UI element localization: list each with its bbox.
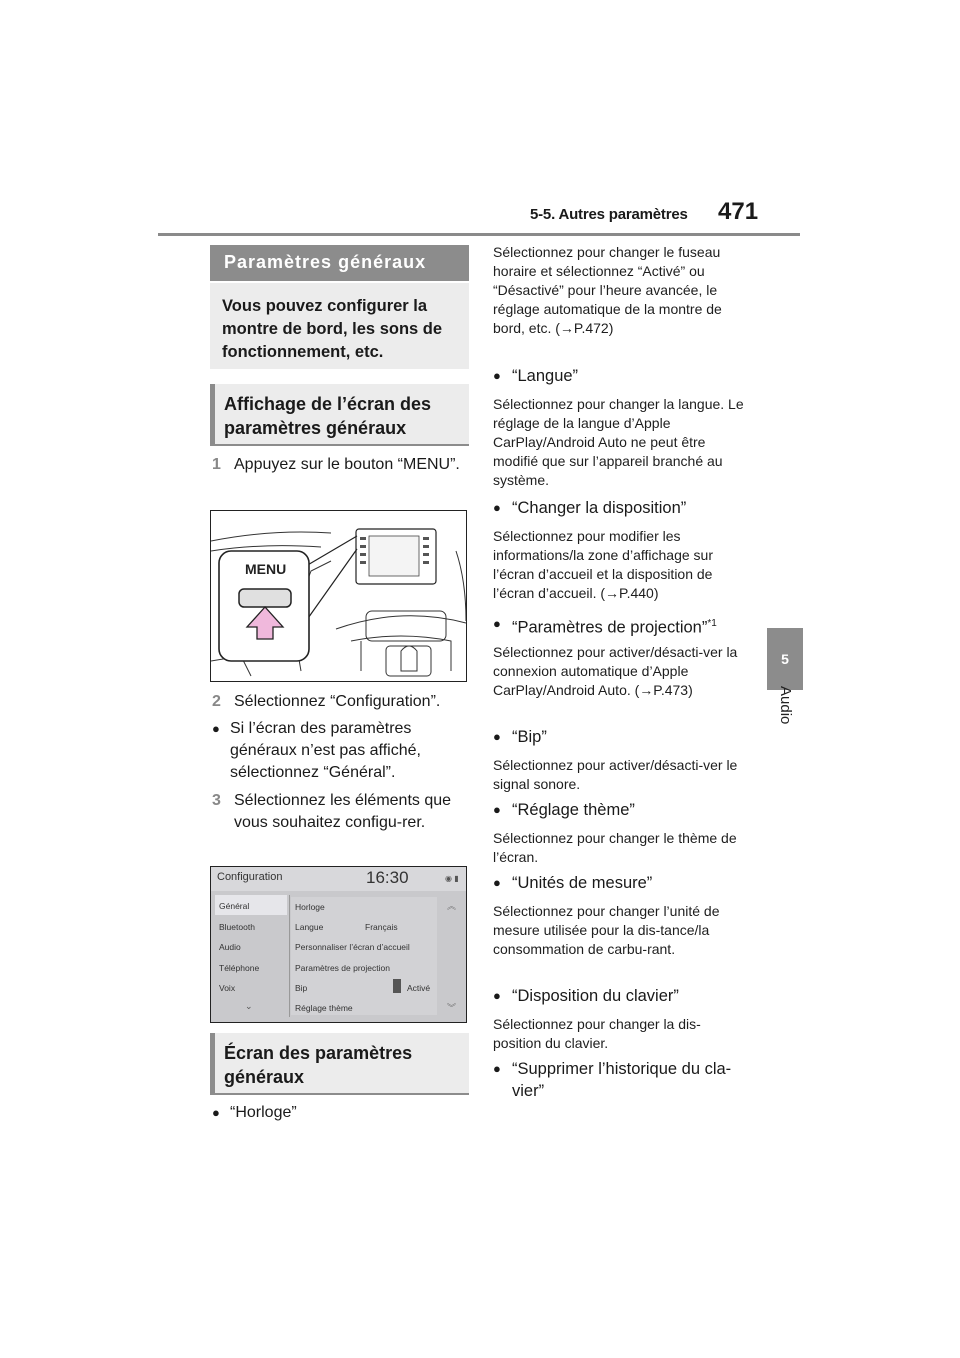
item-langue	[493, 365, 753, 387]
item-projection	[493, 613, 753, 635]
bullet-text: “Horloge”	[230, 1104, 297, 1121]
item-horloge	[212, 1102, 474, 1124]
step-text: Appuyez sur le bouton “MENU”.	[234, 456, 460, 473]
desc-theme: Sélectionnez pour changer le thème de l’écran.	[493, 830, 737, 865]
desc-horloge: Sélectionnez pour changer le fuseau horaire et sélectionnez “Activé” ou “Désactivé” pour l’heure avancée, le réglage automatique de la montre de bord, etc. (→P.472)	[493, 244, 722, 336]
screen-row-beep: Bip	[295, 983, 308, 993]
bullet-icon: ●	[493, 1061, 501, 1076]
bullet-text: “Changer la disposition”	[512, 499, 687, 517]
desc-bip: Sélectionnez pour activer/désacti-ver le signal sonore.	[493, 757, 738, 792]
bullet-text: “Bip”	[512, 728, 547, 746]
dashboard-drawing	[211, 511, 467, 682]
screen-row-layout: Personnaliser l’écran d’accueil	[295, 942, 410, 952]
bullet-icon: ●	[212, 1105, 220, 1120]
screen-row-clock: Horloge	[295, 902, 325, 912]
dashboard-illustration	[210, 510, 467, 682]
screen-menu-general: Général	[219, 901, 250, 911]
scroll-up-icon: ︽	[447, 901, 457, 911]
screen-row-language: Langue	[295, 922, 324, 932]
bullet-icon: ●	[493, 802, 501, 817]
item-disposition	[493, 497, 753, 519]
desc-disposition: Sélectionnez pour modifier les informations/la zone d’affichage sur l’écran d’accueil et la disposition de l’écran d’accueil. (→P.440)	[493, 528, 713, 601]
menu-button-label: MENU	[245, 561, 287, 577]
bullet-text: “Réglage thème”	[512, 801, 635, 819]
bullet-text: “Supprimer l’historique du cla-vier”	[512, 1060, 732, 1100]
configuration-screen-image	[210, 866, 467, 1023]
toggle-indicator	[393, 979, 401, 993]
intro-box: Vous pouvez configurer la montre de bord, les sons de fonctionnement, etc.	[210, 283, 469, 369]
menu-divider	[289, 895, 290, 1017]
screen-language-value: Français	[365, 922, 398, 932]
screen-row-theme: Réglage thème	[295, 1003, 353, 1013]
footnote-marker: *1	[707, 618, 717, 629]
step-text: Sélectionnez les éléments que vous souhaitez configu-rer.	[234, 792, 452, 831]
page-title: Paramètres généraux	[210, 245, 469, 281]
step-3	[212, 790, 474, 856]
bullet-text-main: “Paramètres de projection”	[512, 618, 708, 637]
bullet-text: “Disposition du clavier”	[512, 987, 679, 1005]
item-historique	[493, 1058, 755, 1102]
step-number: 1	[212, 456, 221, 473]
screen-beep-value: Activé	[407, 983, 431, 993]
screen-row-projection: Paramètres de projection	[295, 963, 390, 973]
screen-title: Configuration	[217, 871, 283, 883]
bullet-icon: ●	[493, 875, 501, 890]
step-number: 3	[212, 792, 221, 809]
header-rule	[158, 233, 800, 236]
chapter-tab: 5	[767, 628, 803, 690]
item-unites	[493, 872, 753, 894]
status-icons: ◉ ▮	[445, 874, 459, 883]
section-heading: Affichage de l’écran des paramètres généraux	[210, 384, 469, 446]
chevron-down-icon: ⌄	[245, 1001, 253, 1011]
screen-clock: 16:30	[366, 868, 409, 887]
note-bullet	[212, 718, 474, 784]
step-number: 2	[212, 693, 221, 710]
step-1	[212, 454, 474, 498]
desc-projection: Sélectionnez pour activer/désacti-ver la connexion automatique d’Apple CarPlay/Android Auto. (→P.473)	[493, 644, 738, 698]
screen-menu-audio: Audio	[219, 942, 241, 952]
bullet-icon: ●	[493, 988, 501, 1003]
bullet-text: Si l’écran des paramètres généraux n’est pas affiché, sélectionnez “Général”.	[230, 720, 421, 781]
bullet-icon: ●	[212, 721, 220, 736]
bullet-text: “Unités de mesure”	[512, 874, 653, 892]
screen-menu-bluetooth: Bluetooth	[219, 922, 255, 932]
chapter-label: Audio	[777, 686, 794, 725]
bullet-icon: ●	[493, 616, 501, 631]
step-2	[212, 691, 474, 713]
item-clavier	[493, 985, 753, 1007]
scroll-down-icon: ︾	[447, 1003, 457, 1013]
running-header: 5-5. Autres paramètres	[530, 206, 688, 223]
bullet-text: “Langue”	[512, 367, 579, 385]
screen-menu-voice: Voix	[219, 983, 236, 993]
bullet-text	[512, 613, 752, 639]
step-text: Sélectionnez “Configuration”.	[234, 693, 441, 710]
bullet-icon: ●	[493, 500, 501, 515]
desc-langue: Sélectionnez pour changer la langue. Le réglage de la langue d’Apple CarPlay/Android Auto ne peut être modifié que sur l’appareil branché au système.	[493, 396, 744, 488]
settings-list-bg	[291, 897, 437, 1015]
desc-unites: Sélectionnez pour changer l’unité de mesure utilisée pour la dis-tance/la consommation de carbu-rant.	[493, 903, 720, 957]
desc-clavier: Sélectionnez pour changer la dis-position du clavier.	[493, 1016, 701, 1051]
bullet-icon: ●	[493, 729, 501, 744]
bullet-icon: ●	[493, 368, 501, 383]
page-number: 471	[718, 198, 759, 225]
section-heading: Écran des paramètres généraux	[210, 1033, 469, 1095]
screen-menu-phone: Téléphone	[219, 963, 260, 973]
item-theme	[493, 799, 753, 821]
item-bip	[493, 726, 753, 748]
